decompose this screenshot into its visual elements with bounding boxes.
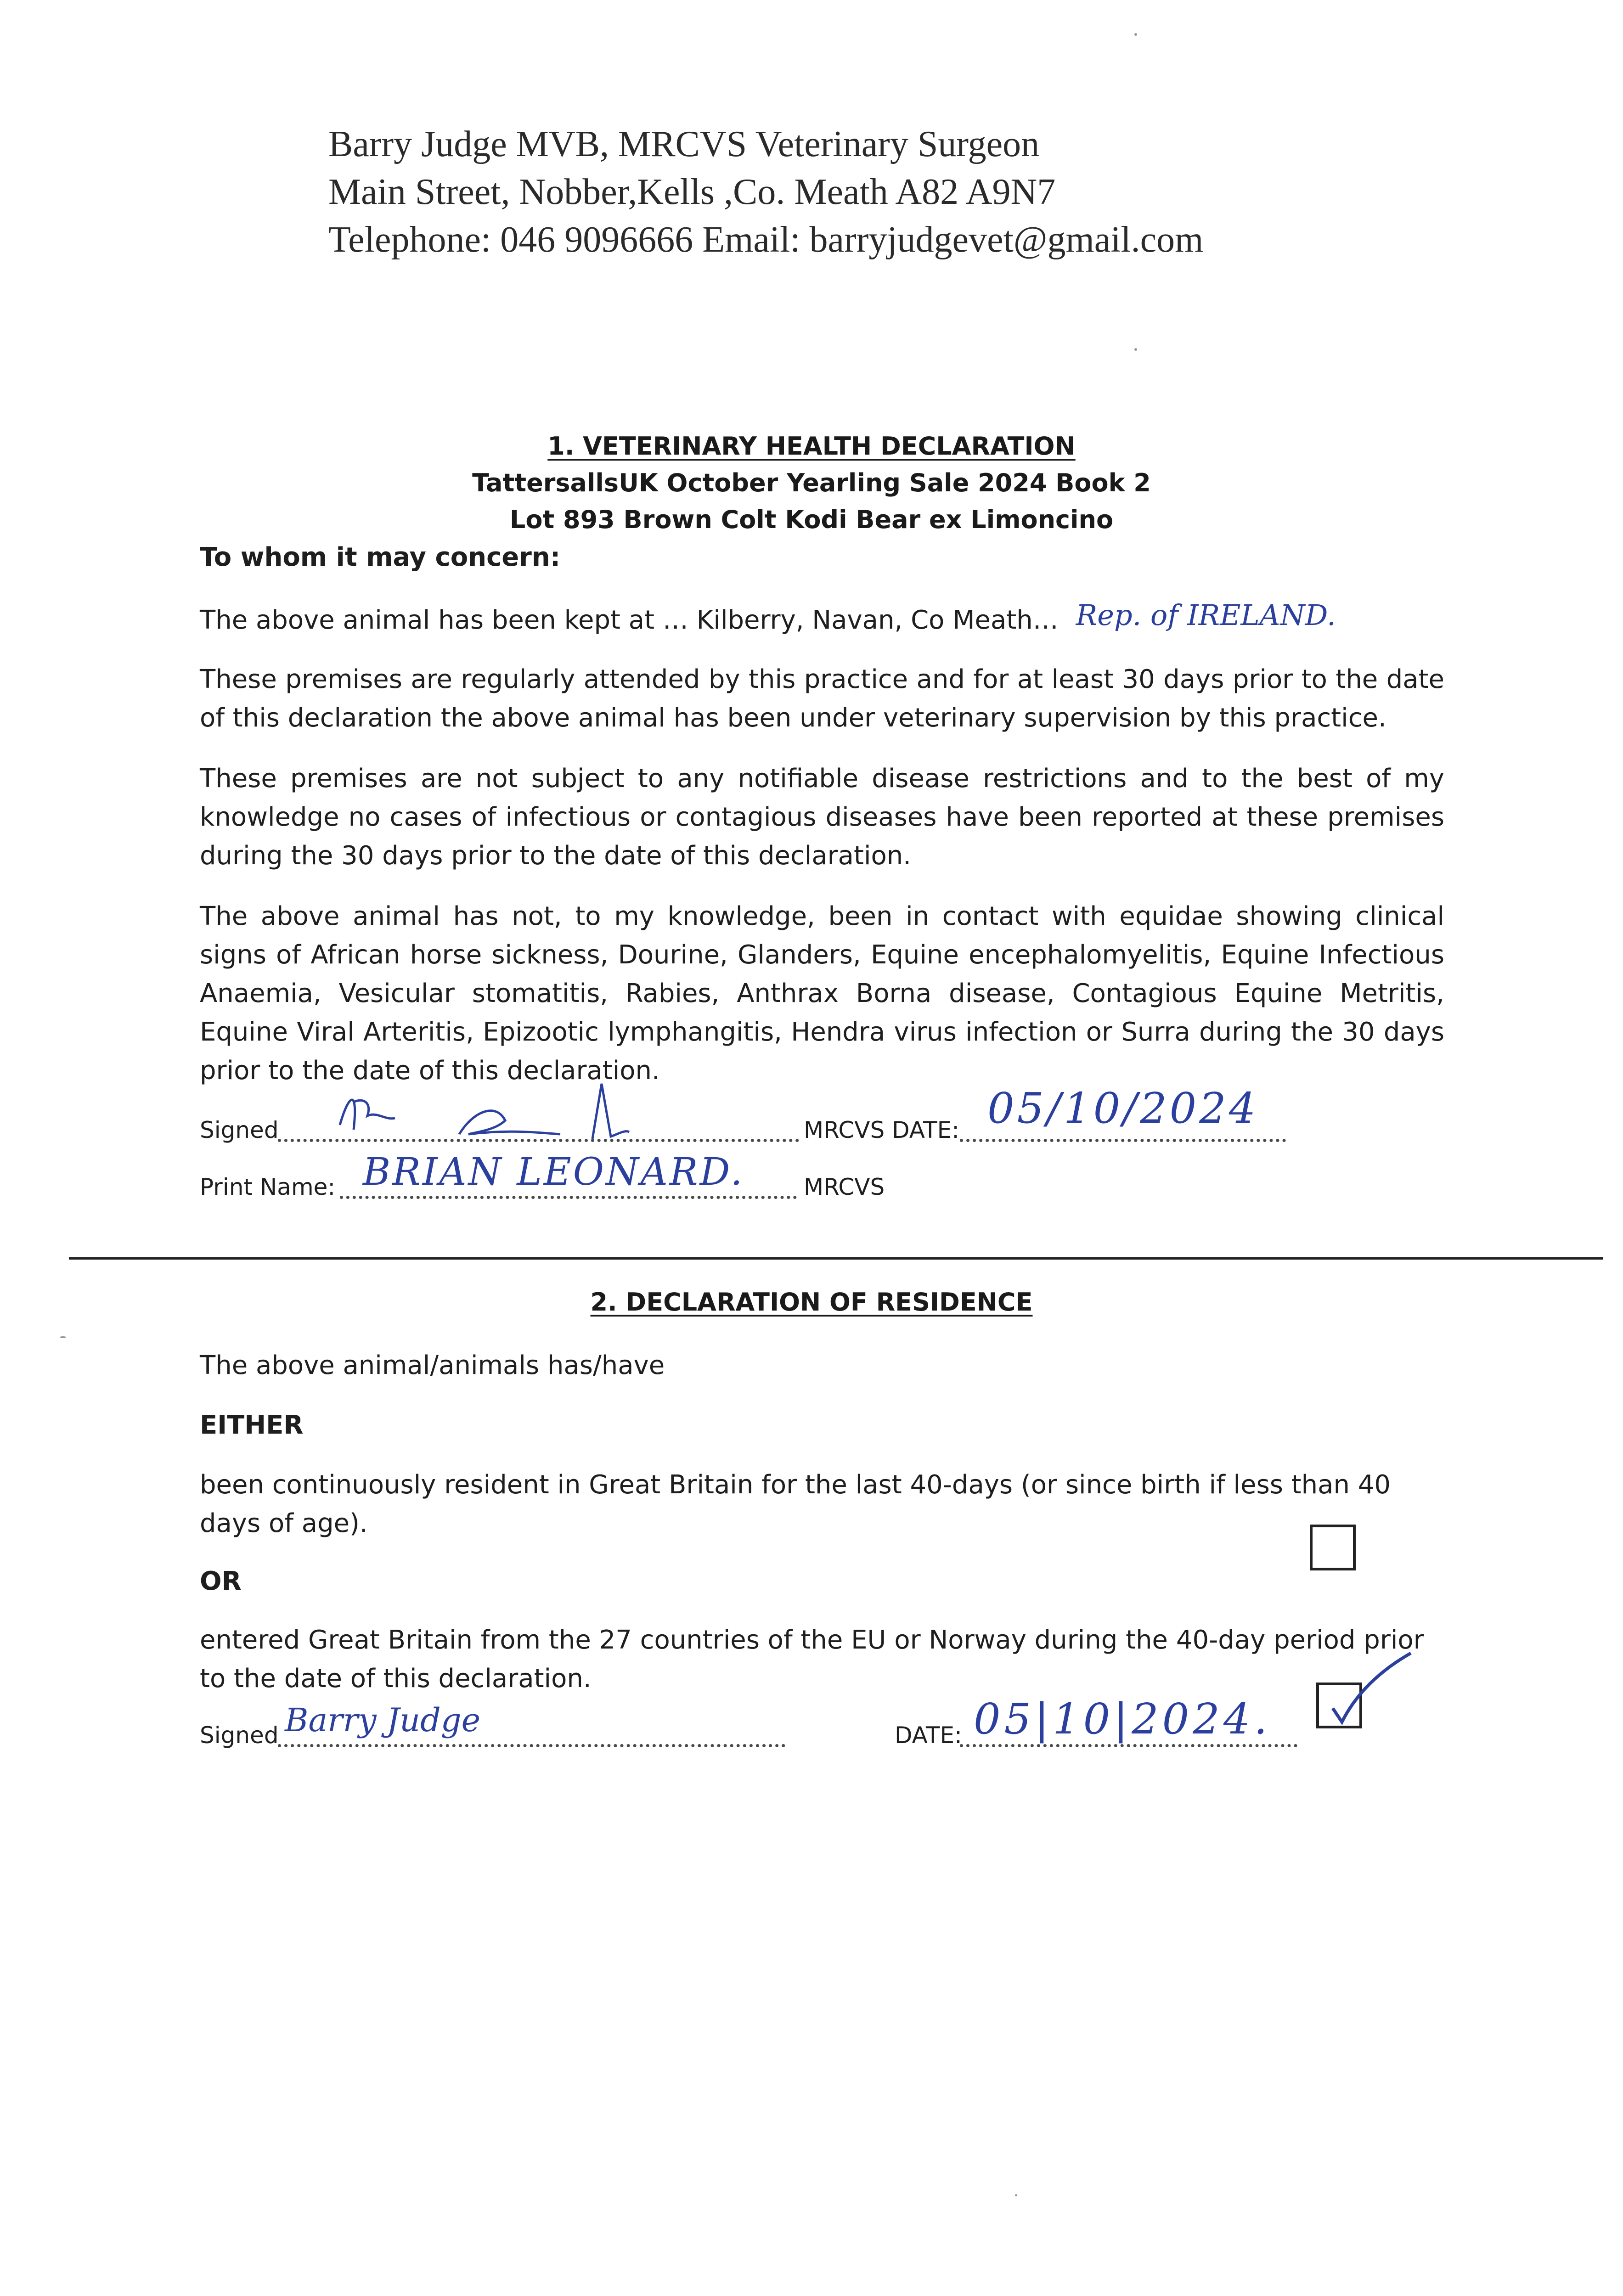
salutation: To whom it may concern: [200,542,561,572]
section1-signed-label: Signed [200,1117,279,1143]
section1-title: 1. VETERINARY HEALTH DECLARATION [547,432,1076,461]
kept-at-handwritten: Rep. of IRELAND. [1076,598,1336,632]
letterhead-address: Main Street, Nobber,Kells ,Co. Meath A82 A9N7 [328,172,1056,212]
option-resident: been continuously resident in Great Britain for the last 40-days (or since birth if less than 40 days of age). [200,1470,1391,1538]
section2-date-line[interactable] [960,1744,1297,1747]
scan-speck [1134,348,1137,351]
section2-signature-line[interactable] [278,1744,785,1747]
section2-signed-label: Signed [200,1722,279,1749]
scan-speck [1134,33,1137,36]
section2-title: 2. DECLARATION OF RESIDENCE [590,1288,1033,1317]
section2-signature: Barry Judge [285,1701,481,1739]
print-name-mrcvs: MRCVS [804,1174,885,1200]
section1-subtitle-lot: Lot 893 Brown Colt Kodi Bear ex Limoncino [509,505,1114,534]
or-label: OR [200,1566,242,1596]
section1-mrcvs-date-label: MRCVS DATE: [804,1117,960,1143]
letterhead-name: Barry Judge MVB, MRCVS Veterinary Surgeon [328,124,1040,164]
kept-at-text: The above animal has been kept at … Kilberry, Navan, Co Meath… [200,605,1059,635]
supervision-paragraph: These premises are regularly attended by this practice and for at least 30 days prior to the date of this declaration the above animal has been under veterinary supervision by this practice. [200,664,1444,733]
section1-date-line[interactable] [960,1139,1286,1142]
section2-date-handwritten: 05|10|2024. [974,1694,1271,1744]
option-entered: entered Great Britain from the 27 countries of the EU or Norway during the 40-day period prior to the date of this declaration. [200,1625,1424,1694]
print-name-handwritten: BRIAN LEONARD. [363,1150,744,1194]
letterhead [328,120,1203,264]
checkmark-icon [1314,1653,1415,1722]
section1-signature [321,1075,689,1148]
residence-intro: The above animal/animals has/have [200,1351,665,1380]
print-name-label: Print Name: [200,1174,336,1200]
restrictions-paragraph: These premises are not subject to any notifiable disease restrictions and to the best of my knowledge no cases of infectious or contagious diseases have been reported at these premises during the 30 days prior to the date of this declaration. [200,764,1444,871]
section1-subtitle-sale: TattersallsUK October Yearling Sale 2024 Book 2 [472,468,1151,497]
either-label: EITHER [200,1410,304,1440]
letterhead-contact: Telephone: 046 9096666 Email: barryjudgevet@gmail.com [328,219,1204,260]
option-entered-checkbox[interactable] [1316,1683,1362,1728]
section1-date-handwritten: 05/10/2024 [987,1084,1259,1133]
print-name-line[interactable] [340,1196,797,1199]
scan-speck [1015,2194,1017,2196]
section2-date-label: DATE: [895,1722,962,1749]
kept-at-line [200,600,1444,640]
scan-speck [60,1336,66,1338]
section-divider [69,1257,1603,1260]
contact-paragraph: The above animal has not, to my knowledge, been in contact with equidae showing clinical signs of African horse sickness, Dourine, Glanders, Equine encephalomyelitis, Equine Infectious Anaemia, Vesicular stomatitis, Rabies, Anthrax Borna disease, Contagious Equine Metritis, Equine Viral Arteritis, Epizootic lymphangitis, Hendra virus infection or Surra during the 30 days prior to the date of this declaration. [200,901,1444,1086]
